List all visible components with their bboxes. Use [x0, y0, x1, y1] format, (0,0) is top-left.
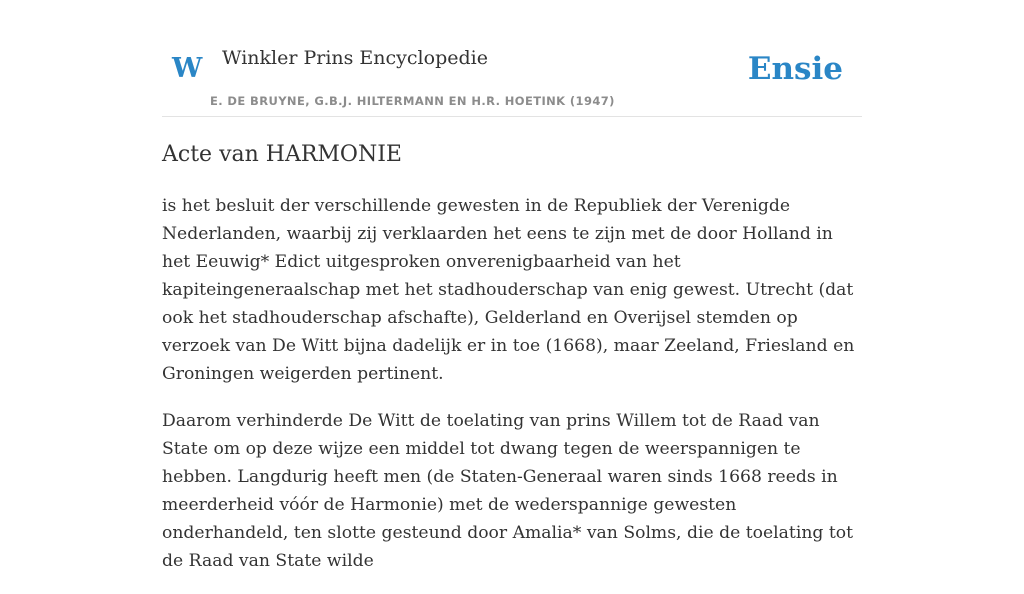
encyclopedia-page: [162, 0, 862, 571]
source-title[interactable]: Winkler Prins Encyclopedie: [222, 47, 488, 69]
entry-title: Acte van HARMONIE: [162, 142, 402, 167]
entry-body: [162, 192, 862, 594]
entry-paragraph-1: is het besluit der verschillende gewesten in de Republiek der Verenigde Nederlanden, waarbij zij verklaarden het eens te zijn met de door Holland in het Eeuwig* Edict uitgesproken onverenigbaarheid van het kapiteingeneraalschap met het stadhouderschap van enig gewest. Utrecht (dat ook het stadhouderschap afschafte), Gelderland en Overijsel stemden op verzoek van De Witt bijna dadelijk er in toe (1668), maar Zeeland, Friesland en Groningen weigerden pertinent.: [162, 196, 855, 384]
source-header: [162, 0, 862, 117]
ensie-logo[interactable]: Ensie: [747, 51, 843, 87]
entry-paragraph-2: Daarom verhinderde De Witt de toelating van prins Willem tot de Raad van State om op deze wijze een middel tot dwang tegen de weerspannigen te hebben. Langdurig heeft men (de Staten-Generaal waren sinds 1668 reeds in meerderheid vóór de Harmonie) met de wederspannige gewesten onderhandeld, ten slotte gesteund door Amalia* van Solms, die de toelating tot de Raad van State wilde: [162, 411, 854, 571]
winkler-prins-logo[interactable]: W: [172, 53, 203, 84]
source-authors: E. DE BRUYNE, G.B.J. HILTERMANN EN H.R. HOETINK (1947): [210, 94, 615, 108]
